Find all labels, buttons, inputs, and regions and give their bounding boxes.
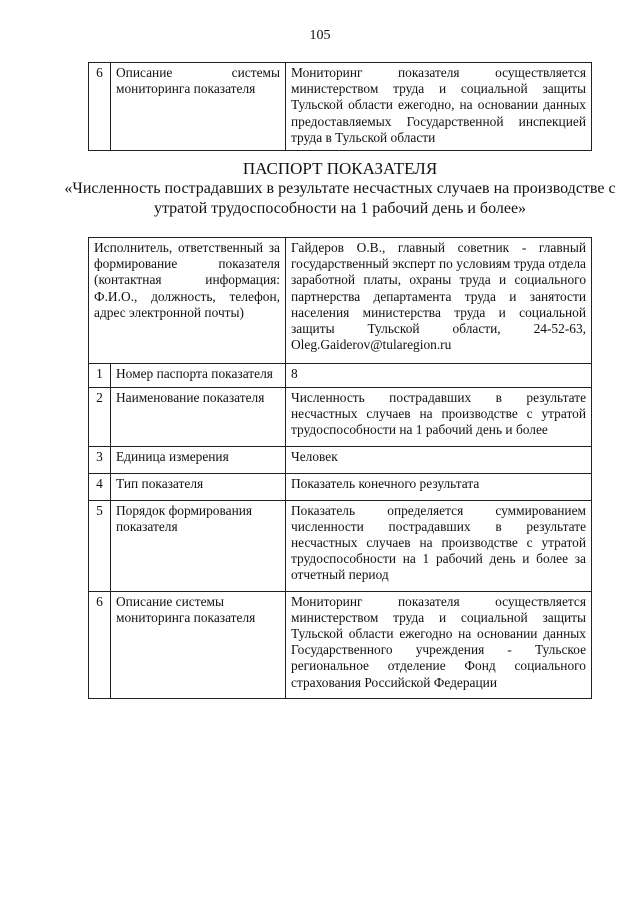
page-number: 105 xyxy=(309,28,331,43)
passport-subtitle: «Численность пострадавших в результате несчастных случаев на производстве с утратой трудоспособности на 1 рабочий день и более» xyxy=(64,180,616,217)
table-row xyxy=(89,364,592,387)
table-row xyxy=(89,591,592,698)
table-row xyxy=(89,446,592,473)
row-name: Тип показателя xyxy=(111,473,286,500)
row-number: 2 xyxy=(89,387,111,446)
row-value: Мониторинг показателя осуществляется министерством труда и социальной защиты Тульской области ежегодно, на основании данных предоставляемых Государственной инспекцией труда в Тульской области xyxy=(286,63,592,151)
passport-table xyxy=(88,237,592,699)
row-name: Порядок формирования показателя xyxy=(111,500,286,591)
row-number: 6 xyxy=(89,63,111,151)
row-name: Наименование показателя xyxy=(111,387,286,446)
row-value: 8 xyxy=(286,364,592,387)
row-number: 1 xyxy=(89,364,111,387)
row-value: Численность пострадавших в результате несчастных случаев на производстве с утратой трудоспособности на 1 рабочий день и более xyxy=(286,387,592,446)
row-value: Показатель конечного результата xyxy=(286,473,592,500)
row-name: Описание системы мониторинга показателя xyxy=(111,591,286,698)
top-table xyxy=(88,62,592,151)
row-value: Мониторинг показателя осуществляется министерством труда и социальной защиты Тульской области ежегодно на основании данных Государственного учреждения - Тульское региональное отделение Фонд социального страхования Российской Федерации xyxy=(286,591,592,698)
row-name: Описание системы мониторинга показателя xyxy=(111,63,286,151)
row-number: 4 xyxy=(89,473,111,500)
row-number: 6 xyxy=(89,591,111,698)
executor-label: Исполнитель, ответственный за формирование показателя (контактная информация: Ф.И.О., должность, телефон, адрес электронной почты) xyxy=(89,238,286,364)
passport-heading: ПАСПОРТ ПОКАЗАТЕЛЯ xyxy=(242,159,438,178)
row-name: Единица измерения xyxy=(111,446,286,473)
table-row xyxy=(89,63,592,151)
table-row-executor xyxy=(89,238,592,364)
row-number: 5 xyxy=(89,500,111,591)
row-value: Показатель определяется суммированием численности пострадавших в результате несчастных случаев на производстве с утратой трудоспособности на 1 рабочий день и более за отчетный период xyxy=(286,500,592,591)
row-value: Человек xyxy=(286,446,592,473)
row-name: Номер паспорта показателя xyxy=(111,364,286,387)
passport-title-block xyxy=(60,159,620,219)
row-number: 3 xyxy=(89,446,111,473)
table-row xyxy=(89,500,592,591)
executor-value: Гайдеров О.В., главный советник - главный государственный эксперт по условиям труда отдела заработной платы, охраны труда и социального партнерства департамента труда и занятости населения министерства труда и социальной защиты Тульской области, 24-52-63, Oleg.Gaiderov@tularegion.ru xyxy=(286,238,592,364)
table-row xyxy=(89,473,592,500)
table-row xyxy=(89,387,592,446)
